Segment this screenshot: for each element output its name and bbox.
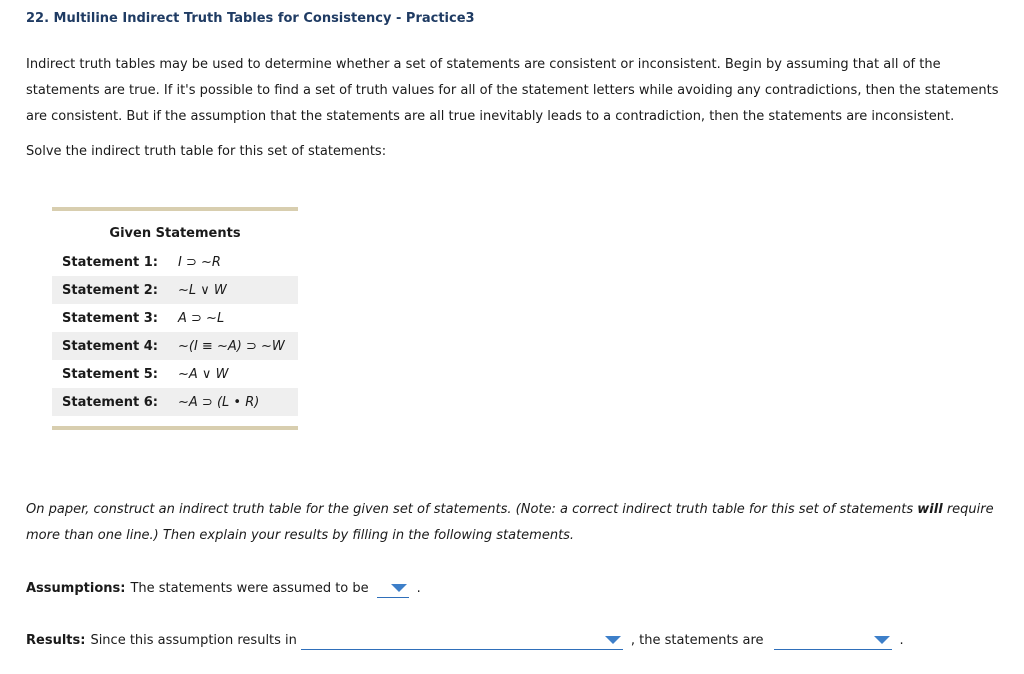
results-label: Results: <box>26 632 86 648</box>
given-statements-table <box>52 207 298 430</box>
triangle-down-icon <box>874 636 890 644</box>
assumptions-label: Assumptions: <box>26 580 126 596</box>
instructions-emphasis: will <box>917 502 943 517</box>
results-line <box>26 629 904 651</box>
statement-formula: ~L ∨ W <box>178 282 227 298</box>
results-period: . <box>899 632 904 648</box>
table-bottom-spacer <box>52 416 298 426</box>
table-row <box>52 248 298 276</box>
consistency-dropdown[interactable] <box>774 630 892 650</box>
statement-formula: I ⊃ ~R <box>178 254 221 270</box>
statement-label: Statement 1: <box>62 254 158 270</box>
instructions-text-1: On paper, construct an indirect truth table for the given set of statements. (Note: a correct indirect truth table for this set of statements <box>26 502 918 517</box>
statement-formula: ~A ⊃ (L • R) <box>178 394 260 410</box>
statement-label: Statement 4: <box>62 338 158 354</box>
results-middle-text: , the statements are <box>630 632 764 648</box>
statement-label: Statement 5: <box>62 366 158 382</box>
assumptions-period: . <box>416 580 421 596</box>
instructions-text-2: require more than one line.) Then explain your results by filling in the following statements. <box>26 502 994 543</box>
triangle-down-icon <box>605 636 621 644</box>
table-row <box>52 360 298 388</box>
statement-label: Statement 2: <box>62 282 158 298</box>
table-row <box>52 276 298 304</box>
results-text: Since this assumption results in <box>90 632 297 648</box>
table-row <box>52 304 298 332</box>
intro-paragraph: Indirect truth tables may be used to determine whether a set of statements are consistent or inconsistent. Begin by assuming that all of the statements are true. If it's possible to find a set of truth values for all of the statement letters while avoiding any contradictions, then the statements are consistent. But if the assumption that the statements are all true inevitably leads to a contradiction, then the statements are inconsistent. <box>26 57 999 124</box>
statement-formula: ~A ∨ W <box>178 366 229 382</box>
statement-label: Statement 3: <box>62 310 158 326</box>
triangle-down-icon <box>391 584 407 592</box>
result-dropdown[interactable] <box>301 630 623 650</box>
statement-label: Statement 6: <box>62 394 158 410</box>
table-row <box>52 388 298 416</box>
statement-formula: A ⊃ ~L <box>178 310 225 326</box>
assumption-dropdown[interactable] <box>377 578 409 598</box>
solve-prompt: Solve the indirect truth table for this set of statements: <box>26 144 387 159</box>
instructions-paragraph <box>26 497 1011 549</box>
assumptions-text: The statements were assumed to be <box>130 580 369 596</box>
table-header: Given Statements <box>109 226 241 241</box>
page-title: 22. Multiline Indirect Truth Tables for Consistency - Practice3 <box>26 11 475 26</box>
table-row <box>52 332 298 360</box>
statement-formula: ~(I ≡ ~A) ⊃ ~W <box>178 338 285 354</box>
assumptions-line <box>26 577 421 599</box>
